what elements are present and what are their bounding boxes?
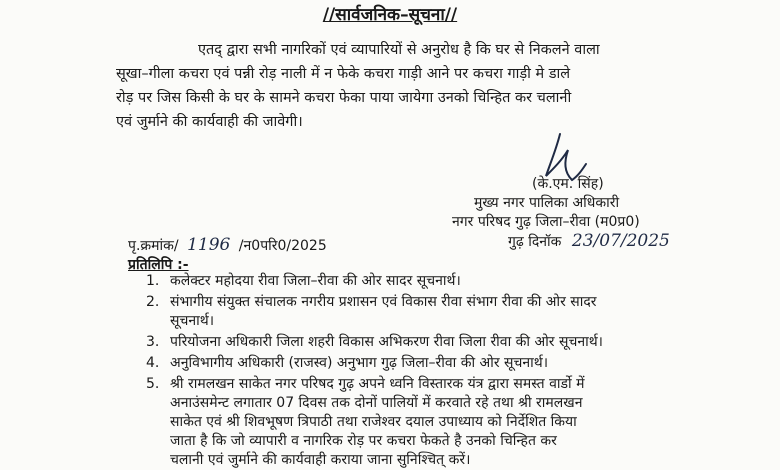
list-item-text: सूचनार्थ। <box>170 313 215 329</box>
list-item <box>146 333 603 352</box>
notice-title: //सार्वजनिक–सूचना// <box>322 5 458 25</box>
list-item <box>146 354 603 373</box>
date-handwritten: 23/07/2025 <box>571 231 670 251</box>
list-item <box>146 293 603 331</box>
list-item <box>146 375 603 470</box>
date-label: गुढ़ दिनॉक <box>508 234 562 250</box>
signatory-office: नगर परिषद गुढ़ जिला–रीवा (म0प्र0) <box>452 214 640 230</box>
notice-body <box>116 38 716 134</box>
list-item-number: 4. <box>146 355 160 371</box>
notice-body-line: सूखा–गीला कचरा एवं पन्नी रोड़ नाली में न फेके कचरा गाड़ी आने पर कचरा गाड़ी मे डाले <box>116 66 571 82</box>
list-item-number: 3. <box>146 334 160 350</box>
list-item-text: परियोजना अधिकारी जिला शहरी विकास अभिकरण रीवा जिला रीवा की ओर सूचनार्थ। <box>170 334 603 350</box>
copy-to-list <box>146 272 603 472</box>
list-item-number: 2. <box>146 294 160 310</box>
signatory-designation: मुख्य नगर पालिका अधिकारी <box>474 195 620 211</box>
ref-suffix: /न0परि0/2025 <box>238 238 327 254</box>
notice-body-line: रोड़ पर जिस किसी के घर के सामने कचरा फेका पाया जायेगा उनको चिन्हित कर चलानी <box>116 90 572 106</box>
reference-number <box>128 235 327 255</box>
list-item-text: साकेत एवं श्री शिवभूषण त्रिपाठी तथा राजेश्वर दयाल उपाध्याय को निर्देशित किया <box>170 414 577 430</box>
list-item-text: अनाउंसमेन्ट लगातार 07 दिवस तक दोनों पालियों में करवाते रहे तथा श्री रामलखन <box>170 395 583 411</box>
list-item-number: 5. <box>146 376 160 392</box>
list-item-text: जाता है कि जो व्यापारी व नागरिक रोड़ पर कचरा फेकते है उनको चिन्हित कर <box>170 433 557 449</box>
list-item-text: अनुविभागीय अधिकारी (राजस्व) अनुभाग गुढ़ जिला–रीवा की ओर सूचनार्थ। <box>170 355 549 371</box>
list-item <box>146 272 603 291</box>
signatory-date-row <box>508 231 670 251</box>
list-item-text: चलानी एवं जुर्माने की कार्यवाही कराया जाना सुनिश्चित् करें। <box>170 452 471 468</box>
notice-body-line: एवं जुर्माने की कार्यवाही की जावेगी। <box>116 114 303 130</box>
list-item-text: संभागीय संयुक्त संचालक नगरीय प्रशासन एवं विकास रीवा संभाग रीवा की ओर सादर <box>170 294 597 310</box>
signatory-name: (के.एम. सिंह) <box>532 176 604 192</box>
list-item-text: कलेक्टर महोदया रीवा जिला–रीवा की ओर सादर सूचनार्थ। <box>170 273 461 289</box>
ref-number-handwritten: 1196 <box>187 235 231 255</box>
list-item-text: श्री रामलखन साकेत नगर परिषद गुढ़ अपने ध्वनि विस्तारक यंत्र द्वारा समस्त वार्डो में <box>170 376 585 392</box>
copy-to-label: प्रतिलिपि :- <box>128 257 189 273</box>
notice-body-line: एतद् द्वारा सभी नागरिकों एवं व्यापारियों से अनुरोध है कि घर से निकलने वाला <box>198 42 600 58</box>
ref-prefix: पृ.क्रमांक/ <box>128 238 179 254</box>
list-item-number: 1. <box>146 273 160 289</box>
